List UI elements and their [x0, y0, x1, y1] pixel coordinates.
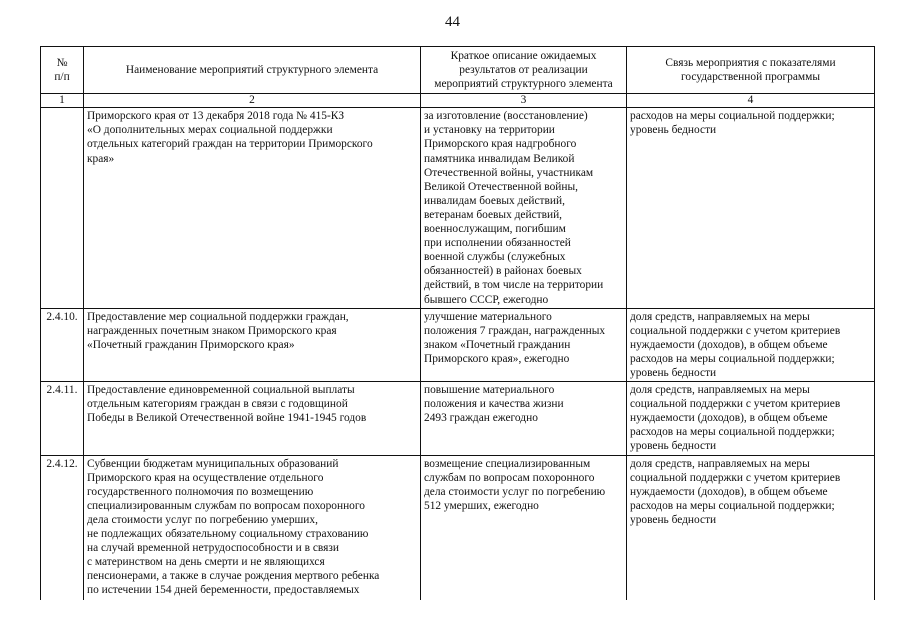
text-line: доля средств, направляемых на меры [630, 384, 810, 397]
table-row [41, 382, 875, 455]
table-row [41, 308, 875, 381]
program-indicator-link [627, 455, 875, 600]
header-link [627, 47, 875, 94]
column-number: 3 [421, 94, 627, 108]
text-line: на случай временной нетрудоспособности и в связи [87, 542, 339, 555]
text-line: социальной поддержки с учетом критериев [630, 471, 841, 484]
text-line: улучшение материального [424, 310, 552, 323]
header-num [41, 47, 84, 94]
text-line: «Почетный гражданин Приморского края» [87, 338, 295, 351]
column-number: 2 [84, 94, 421, 108]
text-line: при исполнении обязанностей [424, 237, 571, 250]
text-line: результатов от реализации [459, 64, 588, 77]
text-line: государственной программы [680, 71, 820, 84]
text-line: нуждаемости (доходов), в общем объеме [630, 412, 828, 425]
text-line: п/п [54, 71, 70, 84]
text-line: дела стоимости услуг по погребению [424, 485, 606, 498]
text-line: мероприятий структурного элемента [434, 78, 613, 91]
text-line: уровень бедности [630, 513, 717, 526]
text-line: специализированным службам по вопросам похоронного [87, 499, 365, 512]
text-line: действий, в том числе на территории [424, 279, 604, 292]
text-line: Победы в Великой Отечественной войне 1941-1945 годов [87, 412, 367, 425]
text-line: Приморского края на осуществление отдельного [87, 471, 324, 484]
text-line: отдельным категориям граждан в связи с годовщиной [87, 398, 348, 411]
text-line: нуждаемости (доходов), в общем объеме [630, 338, 828, 351]
text-line: расходов на меры социальной поддержки; [630, 426, 835, 439]
program-indicator-link [627, 108, 875, 308]
text-line: с материнством на день смерти и не являющихся [87, 556, 325, 569]
text-line: расходов на меры социальной поддержки; [630, 352, 835, 365]
column-number-row [41, 94, 875, 108]
text-line: Отечественной войны, участникам [424, 166, 594, 179]
text-line: ветеранам боевых действий, [424, 208, 563, 221]
text-line: уровень бедности [630, 124, 717, 137]
header-result [421, 47, 627, 94]
measure-name [84, 308, 421, 381]
text-line: Субвенции бюджетам муниципальных образований [87, 457, 339, 470]
text-line: награжденных почетным знаком Приморского края [87, 324, 337, 337]
text-line: положения и качества жизни [424, 398, 564, 411]
text-line: социальной поддержки с учетом критериев [630, 324, 841, 337]
text-line: Великой Отечественной войны, [424, 180, 578, 193]
table-header-row [41, 47, 875, 94]
text-line: пенсионерами, а также в случае рождения мертвого ребенка [87, 570, 380, 583]
text-line: Приморского края», ежегодно [424, 352, 570, 365]
row-number: 2.4.10. [41, 308, 84, 381]
row-number: 2.4.11. [41, 382, 84, 455]
text-line: 2493 граждан ежегодно [424, 412, 538, 425]
measure-name [84, 455, 421, 600]
text-line: Связь мероприятия с показателями [665, 57, 836, 70]
expected-result [421, 108, 627, 308]
measures-table [40, 46, 875, 600]
text-line: памятника инвалидам Великой [424, 152, 575, 165]
row-number: 2.4.12. [41, 455, 84, 600]
text-line: инвалидам боевых действий, [424, 194, 565, 207]
text-line: Краткое описание ожидаемых [450, 50, 597, 62]
text-line: доля средств, направляемых на меры [630, 457, 810, 470]
text-line: службам по вопросам похоронного [424, 471, 595, 484]
text-line: доля средств, направляемых на меры [630, 310, 810, 323]
text-line: уровень бедности [630, 366, 717, 379]
header-name [84, 47, 421, 94]
column-number: 4 [627, 94, 875, 108]
expected-result [421, 308, 627, 381]
text-line: 512 умерших, ежегодно [424, 499, 539, 512]
text-line: Предоставление мер социальной поддержки граждан, [87, 310, 349, 323]
text-line: обязанностей) в районах боевых [424, 265, 582, 278]
text-line: уровень бедности [630, 440, 717, 453]
text-line: № [56, 57, 68, 70]
text-line: положения 7 граждан, награжденных [424, 324, 606, 337]
page-number: 44 [445, 14, 460, 30]
text-line: знаком «Почетный гражданин [424, 338, 571, 351]
table-row [41, 108, 875, 308]
text-line: «О дополнительных мерах социальной поддержки [87, 124, 333, 137]
text-line: и установку на территории [424, 124, 555, 137]
text-line: бывшего СССР, ежегодно [424, 293, 549, 306]
text-line: нуждаемости (доходов), в общем объеме [630, 485, 828, 498]
expected-result [421, 382, 627, 455]
text-line: края» [87, 152, 115, 165]
text-line: военнослужащим, погибшим [424, 223, 566, 236]
text-line: по истечении 154 дней беременности, предоставляемых [87, 584, 360, 597]
row-number [41, 108, 84, 308]
column-number: 1 [41, 94, 84, 108]
text-line: повышение материального [424, 384, 555, 397]
measure-name [84, 108, 421, 308]
text-line: социальной поддержки с учетом критериев [630, 398, 841, 411]
table-row [41, 455, 875, 600]
text-line: Приморского края надгробного [424, 138, 577, 151]
program-indicator-link [627, 308, 875, 381]
text-line: Предоставление единовременной социальной выплаты [87, 384, 355, 397]
text-line: Приморского края от 13 декабря 2018 года № 415-КЗ [87, 110, 345, 123]
text-line: возмещение специализированным [424, 457, 591, 470]
text-line: не подлежащих обязательному социальному страхованию [87, 528, 369, 540]
program-indicator-link [627, 382, 875, 455]
text-line: дела стоимости услуг по погребению умерших, [87, 513, 318, 526]
text-line: расходов на меры социальной поддержки; [630, 499, 835, 512]
text-line: государственного полномочия по возмещению [87, 485, 314, 498]
expected-result [421, 455, 627, 600]
text-line: расходов на меры социальной поддержки; [630, 110, 835, 123]
text-line: за изготовление (восстановление) [424, 110, 588, 123]
text-line: отдельных категорий граждан на территории Приморского [87, 138, 373, 151]
measure-name [84, 382, 421, 455]
text-line: Наименование мероприятий структурного элемента [125, 64, 379, 77]
text-line: военной службы (служебных [424, 251, 566, 264]
